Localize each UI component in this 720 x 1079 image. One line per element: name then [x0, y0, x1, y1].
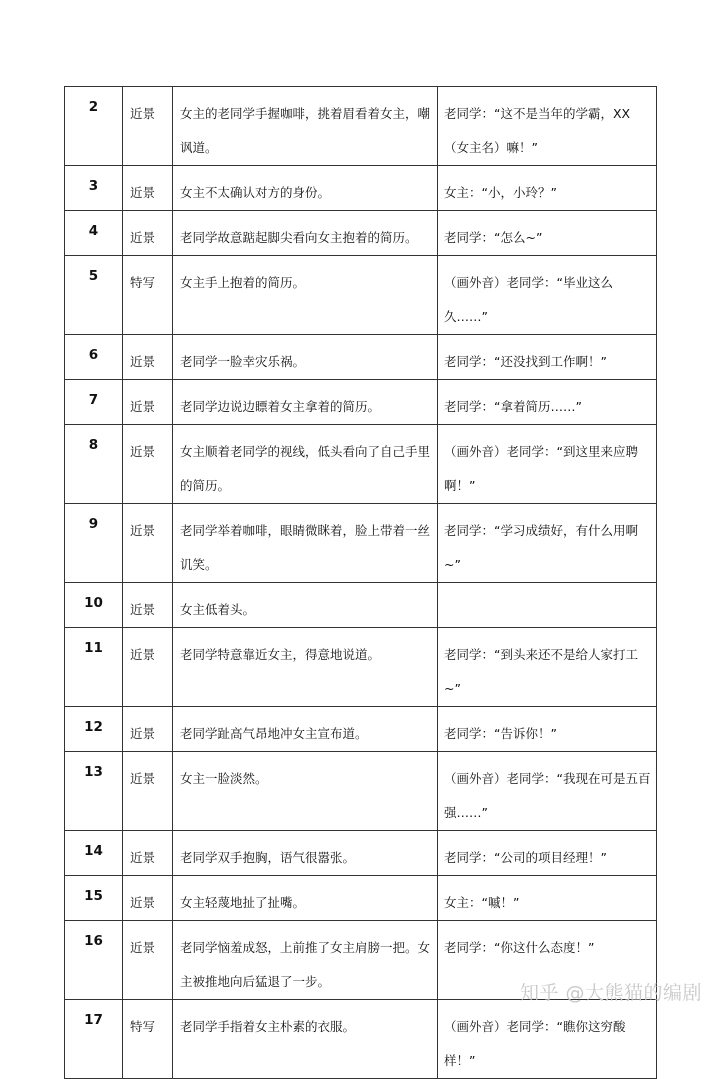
shot-description: 女主手上抱着的简历。 [173, 256, 438, 335]
watermark: 知乎 @大熊猫的编剧 [519, 982, 702, 1004]
shot-description: 老同学手指着女主朴素的衣服。 [173, 1000, 438, 1079]
shot-type: 近景 [123, 876, 173, 921]
table-row [65, 752, 657, 831]
shot-type: 近景 [123, 380, 173, 425]
shot-number: 5 [65, 256, 123, 335]
table-row [65, 87, 657, 166]
shot-description: 老同学特意靠近女主，得意地说道。 [173, 628, 438, 707]
shot-description: 女主轻蔑地扯了扯嘴。 [173, 876, 438, 921]
shot-number: 11 [65, 628, 123, 707]
shot-dialogue: （画外音）老同学：“我现在可是五百强……” [438, 752, 657, 831]
shot-description: 女主的老同学手握咖啡，挑着眉看着女主，嘲讽道。 [173, 87, 438, 166]
storyboard-table [64, 86, 657, 1079]
shot-description: 老同学一脸幸灾乐祸。 [173, 335, 438, 380]
shot-description: 女主低着头。 [173, 583, 438, 628]
shot-description: 女主顺着老同学的视线，低头看向了自己手里的简历。 [173, 425, 438, 504]
shot-type: 近景 [123, 752, 173, 831]
shot-type: 近景 [123, 211, 173, 256]
table-row [65, 628, 657, 707]
shot-type: 特写 [123, 1000, 173, 1079]
shot-number: 7 [65, 380, 123, 425]
shot-type: 近景 [123, 707, 173, 752]
shot-dialogue: 老同学：“这不是当年的学霸，XX（女主名）嘛！” [438, 87, 657, 166]
shot-type: 近景 [123, 166, 173, 211]
shot-description: 老同学边说边瞟着女主拿着的简历。 [173, 380, 438, 425]
shot-type: 近景 [123, 831, 173, 876]
shot-dialogue: 女主：“小，小玲？” [438, 166, 657, 211]
shot-type: 近景 [123, 425, 173, 504]
table-row [65, 707, 657, 752]
table-row [65, 211, 657, 256]
shot-dialogue: 老同学：“你这什么态度！” [438, 921, 657, 1000]
shot-number: 14 [65, 831, 123, 876]
table-row [65, 876, 657, 921]
shot-dialogue: 老同学：“怎么~” [438, 211, 657, 256]
table-row [65, 335, 657, 380]
table-row [65, 1000, 657, 1079]
shot-number: 6 [65, 335, 123, 380]
shot-type: 近景 [123, 87, 173, 166]
table-row [65, 831, 657, 876]
table-row [65, 583, 657, 628]
shot-description: 老同学趾高气昂地冲女主宣布道。 [173, 707, 438, 752]
shot-number: 3 [65, 166, 123, 211]
shot-description: 老同学双手抱胸，语气很嚣张。 [173, 831, 438, 876]
shot-number: 17 [65, 1000, 123, 1079]
shot-number: 2 [65, 87, 123, 166]
shot-number: 13 [65, 752, 123, 831]
shot-type: 近景 [123, 921, 173, 1000]
shot-number: 15 [65, 876, 123, 921]
shot-type: 特写 [123, 256, 173, 335]
shot-number: 10 [65, 583, 123, 628]
shot-description: 女主不太确认对方的身份。 [173, 166, 438, 211]
shot-dialogue: （画外音）老同学：“毕业这么久……” [438, 256, 657, 335]
shot-dialogue: 老同学：“还没找到工作啊！” [438, 335, 657, 380]
shot-dialogue: 老同学：“拿着简历……” [438, 380, 657, 425]
shot-dialogue: （画外音）老同学：“到这里来应聘啊！” [438, 425, 657, 504]
shot-description: 老同学故意踮起脚尖看向女主抱着的简历。 [173, 211, 438, 256]
shot-description: 女主一脸淡然。 [173, 752, 438, 831]
table-body [65, 87, 657, 1079]
shot-number: 12 [65, 707, 123, 752]
shot-number: 4 [65, 211, 123, 256]
shot-number: 16 [65, 921, 123, 1000]
shot-dialogue: 老同学：“告诉你！” [438, 707, 657, 752]
shot-number: 8 [65, 425, 123, 504]
shot-dialogue: （画外音）老同学：“瞧你这穷酸样！” [438, 1000, 657, 1079]
table-row [65, 256, 657, 335]
shot-dialogue: 女主：“嘁！” [438, 876, 657, 921]
table-row [65, 380, 657, 425]
shot-type: 近景 [123, 504, 173, 583]
shot-description: 老同学恼羞成怒，上前推了女主肩膀一把。女主被推地向后猛退了一步。 [173, 921, 438, 1000]
shot-dialogue: 老同学：“公司的项目经理！” [438, 831, 657, 876]
shot-type: 近景 [123, 628, 173, 707]
table-row [65, 166, 657, 211]
shot-dialogue: 老同学：“到头来还不是给人家打工~” [438, 628, 657, 707]
shot-dialogue: 老同学：“学习成绩好，有什么用啊~” [438, 504, 657, 583]
shot-dialogue [438, 583, 657, 628]
shot-description: 老同学举着咖啡，眼睛微眯着，脸上带着一丝讥笑。 [173, 504, 438, 583]
shot-number: 9 [65, 504, 123, 583]
shot-type: 近景 [123, 335, 173, 380]
table-row [65, 504, 657, 583]
shot-type: 近景 [123, 583, 173, 628]
table-row [65, 425, 657, 504]
